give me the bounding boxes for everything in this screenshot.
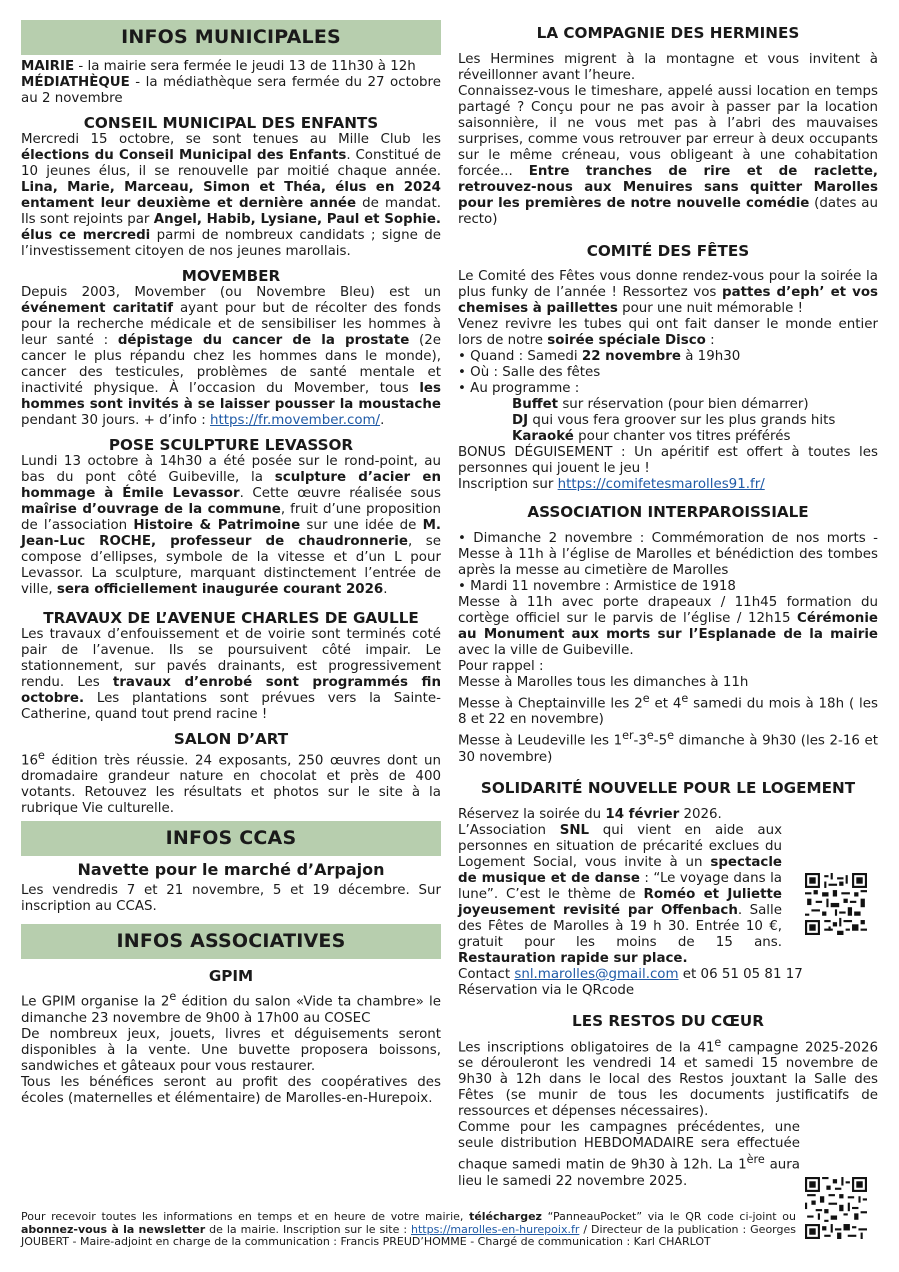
section-title-cme: CONSEIL MUNICIPAL DES ENFANTS	[83, 114, 379, 132]
section-title-travaux: TRAVAUX DE L’AVENUE CHARLES DE GAULLE	[43, 609, 419, 627]
travaux-text: Les travaux d’enfouissement et de voirie sont terminés coté pair de l’avenue. Ils se poursuivent côté impair. Le stationnement, sur pavés drainants, est progressivement rendu. Les travaux d’enrobé sont programmés fin octobre. Les plantations sont prévues vers la Sainte-Catherine, quand tout prend racine !	[21, 627, 441, 722]
snl-text: L’Association SNL qui vient en aide aux personnes en situation de précarité exclues du Logement Social, vous invite à un spectacle de musique et de danse : “Le voyage dans la lune”. C’est le thème de Roméo et Juliette joyeusement revisité par Offenbach. Salle des Fêtes de Marolles à 19 h 30. Entrée 10 €, gratuit pour les moins de 15 ans. Restauration rapide sur place.	[458, 822, 783, 966]
footer-site-link[interactable]: https://marolles-en-hurepoix.fr	[411, 1222, 580, 1236]
movember-text: Depuis 2003, Movember (ou Novembre Bleu) est un événement caritatif ayant pour but de récolter des fonds pour la recherche médicale et de sensibiliser les hommes à leur santé : dépistage du cancer de la prostate (2e cancer le plus répandu chez les hommes dans le monde), cancer des testicules, problèmes de santé mentale et inactivité physique. À l’occasion du Movember, tous les hommes sont invités à se laisser pousser la moustache pendant 30 jours. + d’info : https://fr.movember.com/.	[21, 285, 441, 428]
footer-note: Pour recevoir toutes les informations en temps et en heure de votre mairie, téléchargez “PanneauPocket” via le QR code ci-joint ou abonnez-vous à la newsletter de la mairie. Inscription sur le site : https://marolles-en-hurepoix.fr / Directeur de la publication : Georges JOUBERT - Maire-adjoint en charge de la communication : Francis PREUD’HOMME - Chargé de communication : Karl CHARLOT	[21, 1210, 796, 1248]
section-title-restos-coeur: LES RESTOS DU CŒUR	[572, 1011, 764, 1030]
banner-infos-associatives: INFOS ASSOCIATIVES	[21, 924, 441, 959]
paroisse-rappel: Pour rappel :	[458, 659, 544, 674]
section-title-snl: SOLIDARITÉ NOUVELLE POUR LE LOGEMENT	[480, 778, 856, 797]
section-title-comite-fetes: COMITÉ DES FÊTES	[586, 242, 750, 260]
banner-infos-municipales: INFOS MUNICIPALES	[21, 20, 441, 55]
levassor-text: Lundi 13 octobre à 14h30 a été posée sur le rond-point, au bas du pont côté Guibeville, la sculpture d’acier en hommage à Émile Levassor. Cette œuvre réalisée sous maîrise d’ouvrage de la commune, fruit d’une proposition de l’association Histoire & Patrimoine sur une idée de M. Jean-Luc ROCHE, professeur de chaudronnerie, se compose d’ellipses, symbole de la vitesse et d’un L pour Levassor. La sculpture, marquant distinctement l’entrée de ville, sera officiellement inaugurée courant 2026.	[21, 454, 441, 597]
section-title-interparoissiale: ASSOCIATION INTERPAROISSIALE	[527, 503, 809, 521]
fetes-quand: • Quand : Samedi 22 novembre à 19h30	[458, 349, 741, 364]
fetes-inscription: Inscription sur https://comifetesmarolles91.fr/	[458, 477, 765, 492]
fetes-buffet: Buffet sur réservation (pour bien démarrer)	[512, 397, 809, 412]
hermines-text-2: Connaissez-vous le timeshare, appelé aussi location en temps partagé ? Conçu pour ne pas avoir à passer par la location saisonnière, il ne vous met pas à l’abri des mauvaises surprises, comme vous retrouver par erreur à deux occupants sur le même créneau, vous obligeant à une cohabitation forcée... Entre tranches de rire et de raclette, retrouvez-nous aux Menuires sans quitter Marolles pour les premières de notre nouvelle comédie (dates au recto)	[458, 84, 878, 227]
snl-reservation: Réservation via le QRcode	[458, 982, 635, 998]
paroisse-messe-cheptainville: Messe à Cheptainville les 2e et 4e samedi du mois à 18h ( les 8 et 22 en novembre)	[458, 692, 878, 728]
qr-snl-svg	[805, 873, 867, 935]
fetes-bonus: BONUS DÉGUISEMENT : Un apéritif est offert à toutes les personnes qui jouent le jeu !	[458, 445, 878, 476]
gpim-text-3: Tous les bénéfices seront au profit des coopératives des écoles (maternelles et élémentaire) de Marolles-en-Hurepoix.	[21, 1074, 441, 1106]
snl-contact: Contact snl.marolles@gmail.com et 06 51 05 81 17	[458, 966, 803, 982]
paroisse-item-1: • Dimanche 2 novembre : Commémoration de nos morts - Messe à 11h à l’église de Marolles et bénédiction des tombes après la messe au cimetière de Marolles	[458, 531, 878, 578]
section-title-hermines: LA COMPAGNIE DES HERMINES	[536, 24, 800, 42]
section-title-movember: MOVEMBER	[181, 267, 281, 285]
right-column	[458, 24, 878, 1190]
qr-panneau-svg	[805, 1177, 867, 1239]
fetes-programme: • Au programme :	[458, 381, 580, 396]
salon-art-text: 16e édition très réussie. 24 exposants, 250 œuvres dont un dromadaire grandeur nature en chocolat et près de 400 votants. Retouvez les résultats et photos sur le site à la rubrique Vie culturelle.	[21, 749, 441, 817]
fetes-dj: DJ qui vous fera groover sur les plus grands hits	[512, 413, 836, 428]
fetes-karaoke: Karaoké pour chanter vos titres préférés	[512, 429, 791, 444]
paroisse-messe-leudeville: Messe à Leudeville les 1er-3e-5e dimanche à 9h30 (les 2-16 et 30 novembre)	[458, 729, 878, 765]
section-title-gpim: GPIM	[208, 967, 254, 986]
qr-code-icon[interactable]	[805, 1177, 867, 1239]
restos-text-1: Les inscriptions obligatoires de la 41e campagne 2025-2026 se dérouleront les vendredi 14 et samedi 15 novembre de 9h30 à 12h dans le local des Restos jouxtant la Salle des Fêtes (se munir de tous les documents justificatifs de ressources et dépenses nécessaires).	[458, 1035, 878, 1120]
mairie-notice: MAIRIE - la mairie sera fermée le jeudi 13 de 11h30 à 12h MÉDIATHÈQUE - la médiathèque sera fermée du 27 octobre au 2 novembre	[21, 59, 441, 106]
hermines-text-1: Les Hermines migrent à la montagne et vous invitent à réveillonner avant l’heure.	[458, 52, 878, 83]
fetes-ou: • Où : Salle des fêtes	[458, 365, 601, 380]
left-column	[21, 20, 441, 1107]
navette-title: Navette pour le marché d’Arpajon	[77, 860, 385, 880]
snl-email-link[interactable]: snl.marolles@gmail.com	[514, 966, 679, 982]
paroisse-messe-marolles: Messe à Marolles tous les dimanches à 11h	[458, 675, 749, 690]
section-title-levassor: POSE SCULPTURE LEVASSOR	[108, 436, 354, 454]
fetes-link[interactable]: https://comifetesmarolles91.fr/	[557, 477, 765, 492]
paroisse-ceremonie: Messe à 11h avec porte drapeaux / 11h45 formation du cortège officiel sur le parvis de l’église / 12h15 Cérémonie au Monument aux morts sur l’Esplanade de la mairie avec la ville de Guibeville.	[458, 595, 878, 658]
fetes-intro: Le Comité des Fêtes vous donne rendez-vous pour la soirée la plus funky de l’année ! Ressortez vos pattes d’eph’ et vos chemises à paillettes pour une nuit mémorable !	[458, 269, 878, 316]
restos-text-2: Comme pour les campagnes précédentes, une seule distribution HEBDOMADAIRE sera effectuée chaque samedi matin de 9h30 à 12h. La 1ère aura lieu le samedi 22 novembre 2025.	[458, 1120, 800, 1189]
cme-text: Mercredi 15 octobre, se sont tenues au Mille Club les élections du Conseil Municipal des Enfants. Constitué de 10 jeunes élus, il se renouvelle par moitié chaque année. Lina, Marie, Marceau, Simon et Théa, élus en 2024 entament leur deuxième et dernière année de mandat. Ils sont rejoints par Angel, Habib, Lysiane, Paul et Sophie. élus ce mercredi parmi de nombreux candidats ; signe de l’investissement citoyen de nos jeunes marollais.	[21, 132, 442, 259]
banner-infos-ccas: INFOS CCAS	[21, 821, 441, 856]
section-title-salon-art: SALON D’ART	[173, 730, 289, 748]
movember-link[interactable]: https://fr.movember.com/	[210, 413, 381, 428]
fetes-disco: Venez revivre les tubes qui ont fait danser le monde entier lors de notre soirée spéciale Disco :	[458, 317, 878, 348]
gpim-text-2: De nombreux jeux, jouets, livres et déguisements seront disponibles à la vente. Une buvette proposera boissons, sandwiches et gâteaux pour vous restaurer.	[21, 1026, 441, 1074]
snl-date: Réservez la soirée du 14 février 2026.	[458, 806, 722, 822]
paroisse-item-2: • Mardi 11 novembre : Armistice de 1918	[458, 579, 736, 594]
gpim-text-1: Le GPIM organise la 2e édition du salon «Vide ta chambre» le dimanche 23 novembre de 9h00 à 17h00 au COSEC	[21, 990, 441, 1026]
qr-code-icon[interactable]	[805, 873, 867, 935]
navette-text: Les vendredis 7 et 21 novembre, 5 et 19 décembre. Sur inscription au CCAS.	[21, 883, 441, 915]
